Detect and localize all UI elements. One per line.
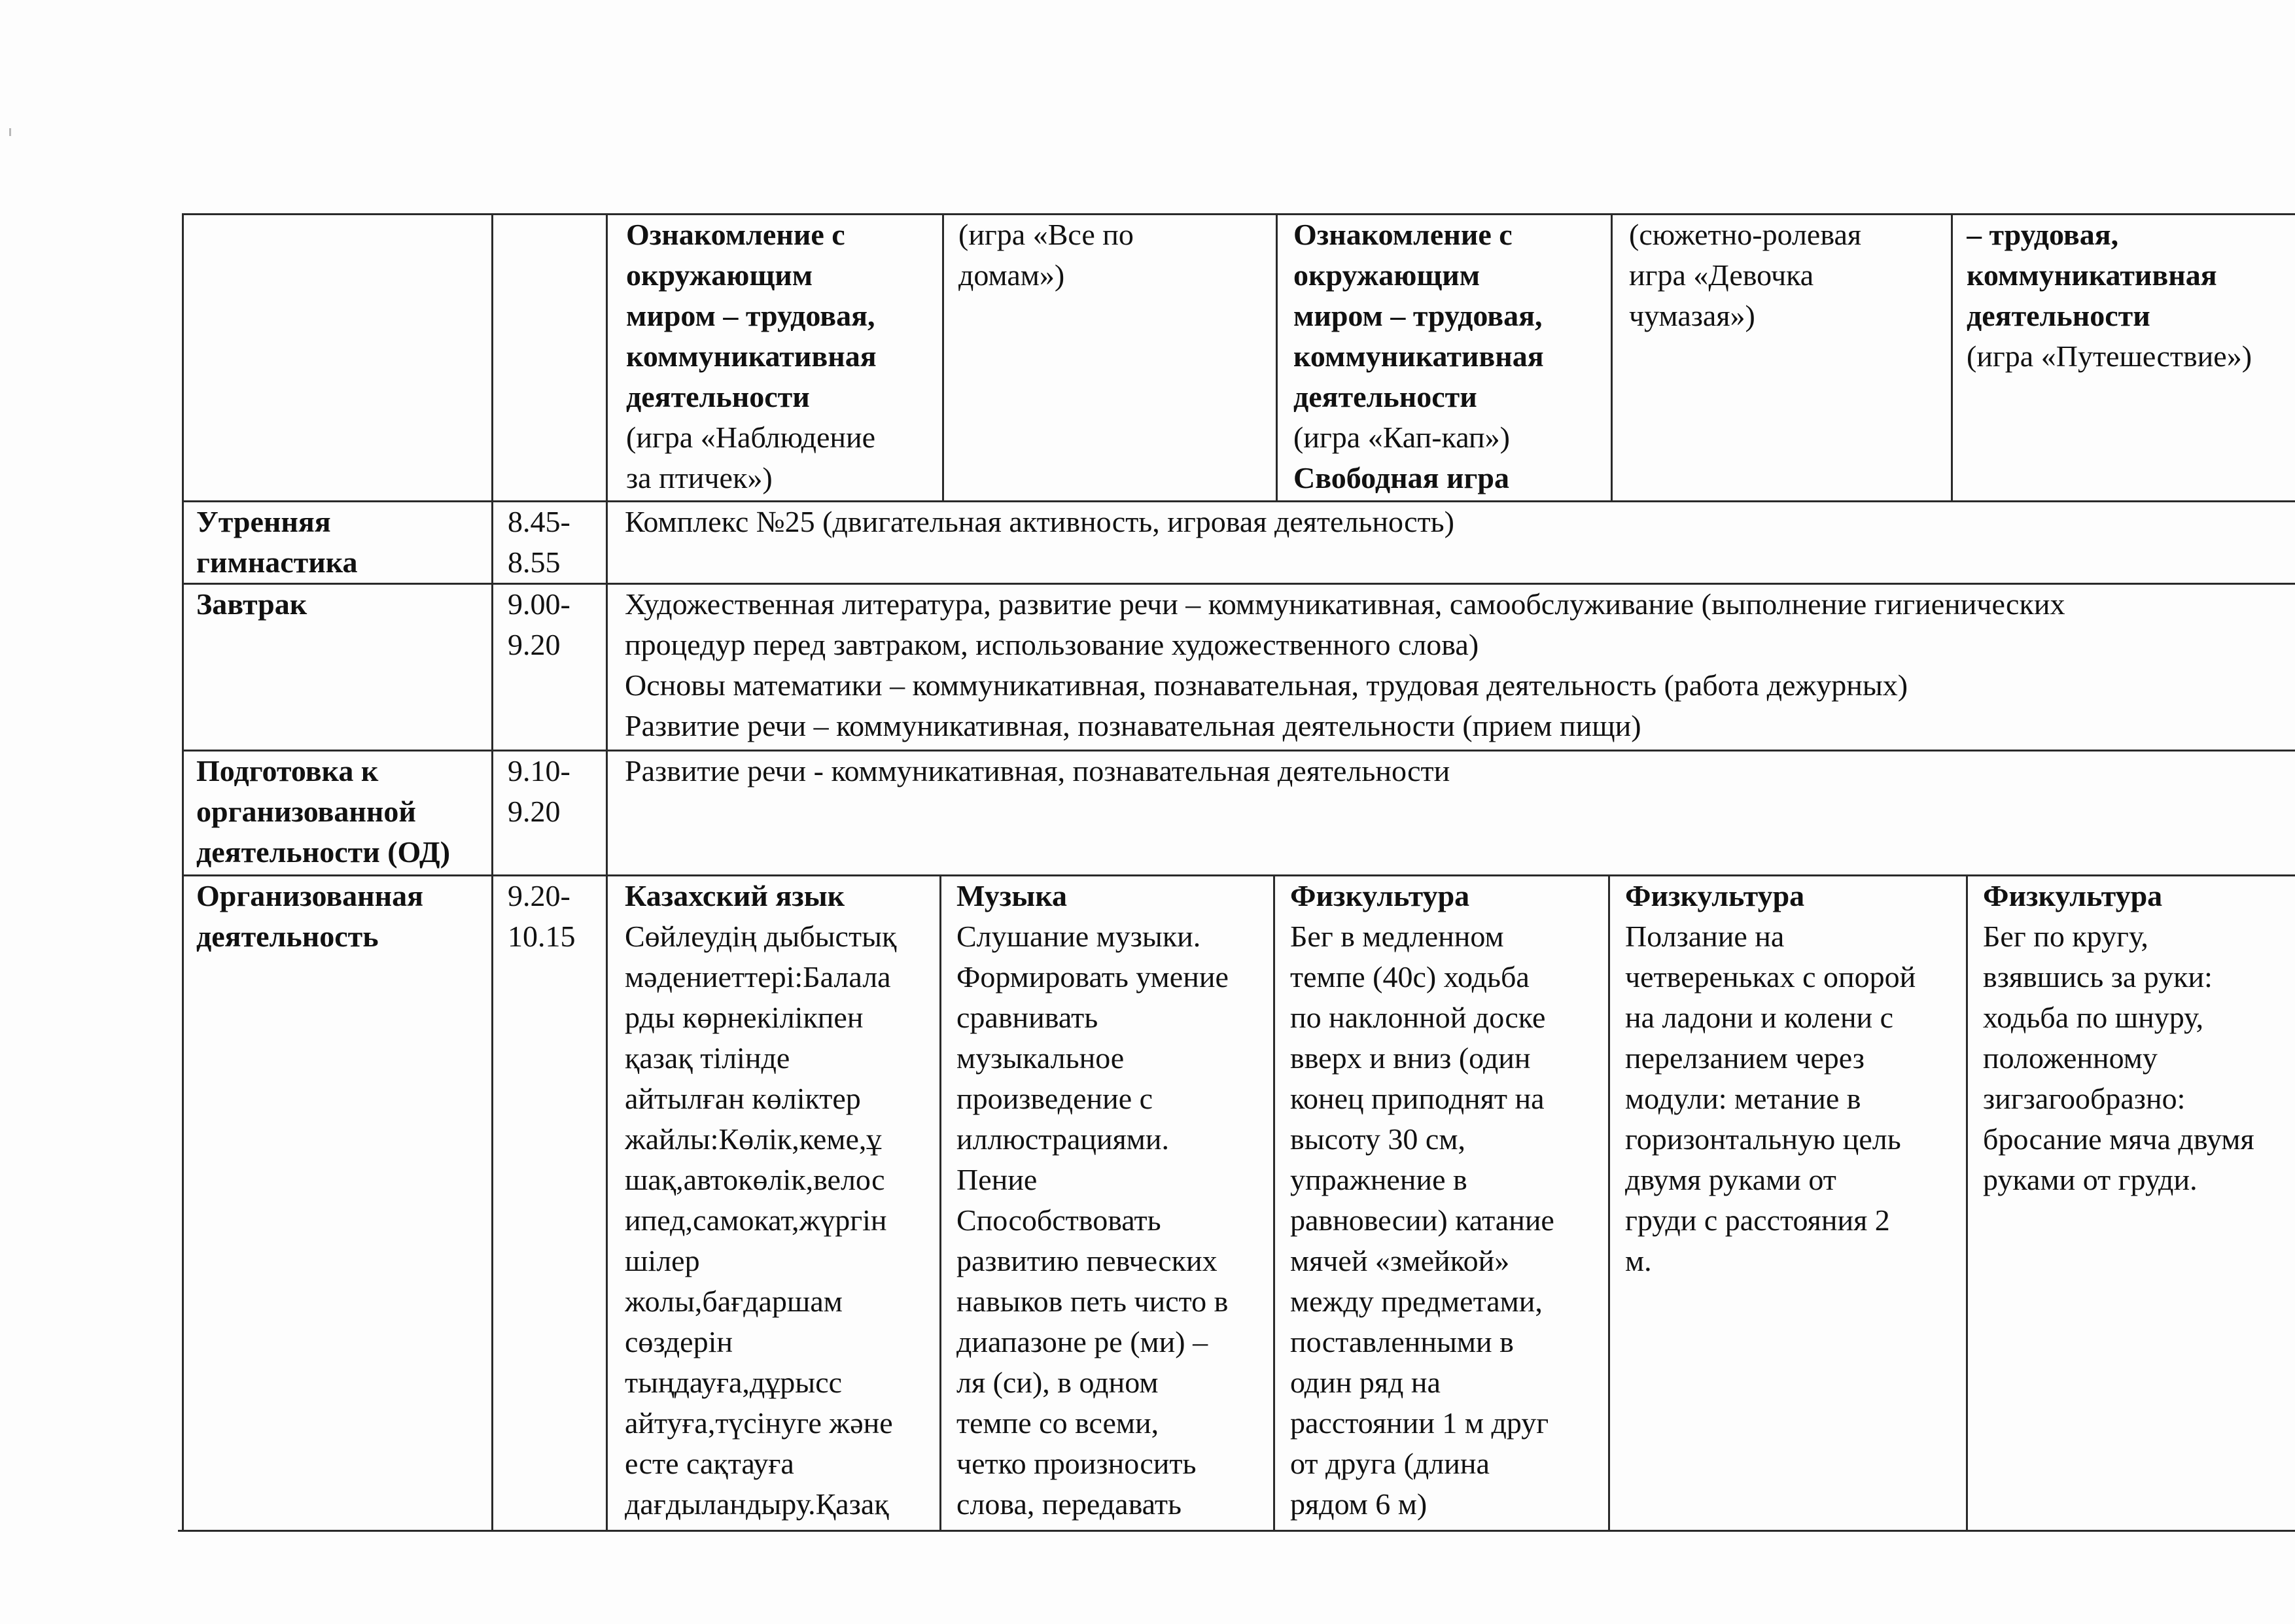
cell-line: рды көрнекілікпен <box>625 1001 864 1034</box>
cell-line: темпе (40с) ходьба <box>1290 960 1530 993</box>
cell-line: Бег по кругу, <box>1983 920 2148 953</box>
column-divider <box>1611 213 1613 502</box>
cell-line: Бег в медленном <box>1290 920 1504 953</box>
content-line: Основы математики – коммуникативная, познавательная, трудовая деятельность (работа дежурных) <box>625 668 1908 702</box>
time-cell <box>508 876 604 1529</box>
time-line: 8.45- <box>508 505 570 538</box>
cell-line: домам») <box>958 258 1065 292</box>
table-border-bottom <box>178 1530 2295 1532</box>
subject-cell-music <box>956 876 1272 1529</box>
cell-line: груди с расстояния 2 <box>1625 1203 1890 1237</box>
cell-line: взявшись за руки: <box>1983 960 2213 993</box>
cell-line: четко произносить <box>956 1447 1197 1480</box>
cell-line: жолы,бағдаршам <box>625 1285 843 1318</box>
cell-line: на ладони и колени с <box>1625 1001 1894 1034</box>
content-line: Художественная литература, развитие речи – коммуникативная, самообслуживание (выполнение гигиенических <box>625 587 2065 621</box>
cell-line: деятельности <box>1967 299 2150 332</box>
row4-content <box>625 751 2295 874</box>
cell-line: двумя руками от <box>1625 1163 1836 1196</box>
cell-line: один ряд на <box>1290 1366 1441 1399</box>
cell-line: – трудовая, <box>1967 218 2119 251</box>
row-label-line: организованной <box>196 795 416 828</box>
row-label-preparation <box>196 751 491 874</box>
subject-title: Физкультура <box>1625 879 1805 912</box>
row-label-line: Подготовка к <box>196 754 379 787</box>
cell-line: деятельности <box>1293 380 1477 413</box>
cell-line: Пение <box>956 1163 1038 1196</box>
cell-line: упражнение в <box>1290 1163 1467 1196</box>
cell-line: Слушание музыки. <box>956 920 1201 953</box>
time-line: 9.20 <box>508 795 561 828</box>
cell-line: развитию певческих <box>956 1244 1218 1277</box>
cell-line: ходьба по шнуру, <box>1983 1001 2204 1034</box>
table-border-left <box>182 213 184 1532</box>
cell-line: айтылған көліктер <box>625 1082 861 1115</box>
time-line: 10.15 <box>508 920 576 953</box>
cell-line: сөздерін <box>625 1325 733 1358</box>
column-divider <box>942 213 944 502</box>
cell-line: Ползание на <box>1625 920 1785 953</box>
cell-line: Ознакомление с <box>1293 218 1513 251</box>
row-label-line: деятельности (ОД) <box>196 835 451 869</box>
row2-content <box>625 502 2295 583</box>
column-divider <box>1966 874 1968 1532</box>
cell-line: по наклонной доске <box>1290 1001 1546 1034</box>
subject-title: Физкультура <box>1983 879 2163 912</box>
cell-line: (игра «Путешествие») <box>1967 339 2252 373</box>
cell-line: (игра «Наблюдение <box>626 421 876 454</box>
time-line: 9.10- <box>508 754 570 787</box>
cell-line: четвереньках с опорой <box>1625 960 1916 993</box>
content-line: Развитие речи – коммуникативная, познавательная деятельности (прием пищи) <box>625 709 1641 742</box>
cell-line: расстоянии 1 м друг <box>1290 1406 1549 1440</box>
row3-content <box>625 584 2295 749</box>
cell-line: ля (си), в одном <box>956 1366 1159 1399</box>
time-line: 8.55 <box>508 545 561 579</box>
cell-line: игра «Девочка <box>1629 258 1814 292</box>
cell-line: окружающим <box>1293 258 1480 292</box>
cell-line: (игра «Кап-кап») <box>1293 421 1510 454</box>
cell-line: между предметами, <box>1290 1285 1543 1318</box>
cell-line: коммуникативная <box>626 339 877 373</box>
cell-line: шілер <box>625 1244 700 1277</box>
column-divider <box>1273 874 1275 1532</box>
row1-activity-cell-1 <box>626 215 940 500</box>
cell-line: айтуға,түсінуге және <box>625 1406 893 1440</box>
cell-line: қазақ тілінде <box>625 1041 790 1075</box>
row-label-breakfast <box>196 584 491 749</box>
cell-line: зигзагообразно: <box>1983 1082 2186 1115</box>
cell-line: Ознакомление с <box>626 218 845 251</box>
subject-cell-kazakh <box>625 876 939 1529</box>
cell-line: жайлы:Көлік,кеме,ұ <box>625 1122 882 1156</box>
cell-line: положенному <box>1983 1041 2158 1075</box>
cell-line: сравнивать <box>956 1001 1098 1034</box>
subject-title: Казахский язык <box>625 879 845 912</box>
row1-activity-cell-4 <box>1629 215 1948 500</box>
cell-line: перелзанием через <box>1625 1041 1865 1075</box>
row-label-organized-activity <box>196 876 491 1529</box>
cell-line: за птичек») <box>626 461 773 494</box>
column-divider <box>491 213 493 1532</box>
time-cell <box>508 502 604 583</box>
content-line: Комплекс №25 (двигательная активность, игровая деятельность) <box>625 505 1454 538</box>
cell-line: миром – трудовая, <box>1293 299 1543 332</box>
cell-line: тыңдауға,дұрысс <box>625 1366 843 1399</box>
time-cell <box>508 751 604 874</box>
cell-line: чумазая») <box>1629 299 1755 332</box>
subject-title: Физкультура <box>1290 879 1470 912</box>
content-line: Развитие речи - коммуникативная, познавательная деятельности <box>625 754 1450 787</box>
cell-line: шақ,автокөлік,велос <box>625 1163 885 1196</box>
row-label-morning-exercise <box>196 502 491 583</box>
cell-line: поставленными в <box>1290 1325 1514 1358</box>
column-divider <box>606 213 608 1532</box>
subject-cell-pe-3 <box>1983 876 2295 1529</box>
cell-line: дағдыландыру.Қазақ <box>625 1487 889 1521</box>
cell-line: окружающим <box>626 258 813 292</box>
cell-line: миром – трудовая, <box>626 299 875 332</box>
cell-line: коммуникативная <box>1293 339 1544 373</box>
cell-line: ипед,самокат,жүргін <box>625 1203 887 1237</box>
subject-cell-pe-2 <box>1625 876 1964 1529</box>
time-cell <box>508 584 604 749</box>
cell-line: (игра «Все по <box>958 218 1134 251</box>
row-label-line: Организованная <box>196 879 424 912</box>
cell-line: навыков петь чисто в <box>956 1285 1229 1318</box>
cell-line: мячей «змейкой» <box>1290 1244 1510 1277</box>
subject-cell-pe-1 <box>1290 876 1607 1529</box>
column-divider <box>1608 874 1610 1532</box>
cell-line: м. <box>1625 1244 1652 1277</box>
cell-line: диапазоне ре (ми) – <box>956 1325 1208 1358</box>
row-label-line: Завтрак <box>196 587 307 621</box>
row-label-line: деятельность <box>196 920 379 953</box>
cell-line: иллюстрациями. <box>956 1122 1170 1156</box>
cell-line: (сюжетно-ролевая <box>1629 218 1862 251</box>
cell-line: конец приподнят на <box>1290 1082 1545 1115</box>
subject-title: Музыка <box>956 879 1068 912</box>
cell-line: Свободная игра <box>1293 461 1509 494</box>
cell-line: Сөйлеудің дыбыстық <box>625 920 897 953</box>
time-line: 9.20- <box>508 879 570 912</box>
row1-activity-cell-5 <box>1967 215 2295 500</box>
cell-line: темпе со всеми, <box>956 1406 1159 1440</box>
column-divider <box>939 874 941 1532</box>
time-line: 9.20 <box>508 628 561 661</box>
row1-activity-cell-2 <box>958 215 1272 500</box>
scan-artifact <box>9 128 11 136</box>
column-divider <box>1276 213 1278 502</box>
cell-line: мәдениеттері:Балала <box>625 960 891 993</box>
cell-line: от друга (длина <box>1290 1447 1490 1480</box>
cell-line: горизонтальную цель <box>1625 1122 1901 1156</box>
row-label-line: гимнастика <box>196 545 358 579</box>
cell-line: коммуникативная <box>1967 258 2217 292</box>
cell-line: слова, передавать <box>956 1487 1182 1521</box>
cell-line: руками от груди. <box>1983 1163 2198 1196</box>
row1-activity-cell-3 <box>1293 215 1607 500</box>
cell-line: Способствовать <box>956 1203 1161 1237</box>
cell-line: вверх и вниз (один <box>1290 1041 1531 1075</box>
time-line: 9.00- <box>508 587 570 621</box>
column-divider <box>1951 213 1953 502</box>
cell-line: бросание мяча двумя <box>1983 1122 2254 1156</box>
cell-line: произведение с <box>956 1082 1153 1115</box>
cell-line: есте сақтауға <box>625 1447 794 1480</box>
cell-line: рядом 6 м) <box>1290 1487 1428 1521</box>
cell-line: музыкальное <box>956 1041 1125 1075</box>
row-label-line: Утренняя <box>196 505 331 538</box>
content-line: процедур перед завтраком, использование художественного слова) <box>625 628 1479 661</box>
cell-line: модули: метание в <box>1625 1082 1861 1115</box>
cell-line: Формировать умение <box>956 960 1229 993</box>
cell-line: равновесии) катание <box>1290 1203 1554 1237</box>
cell-line: деятельности <box>626 380 810 413</box>
cell-line: высоту 30 см, <box>1290 1122 1465 1156</box>
